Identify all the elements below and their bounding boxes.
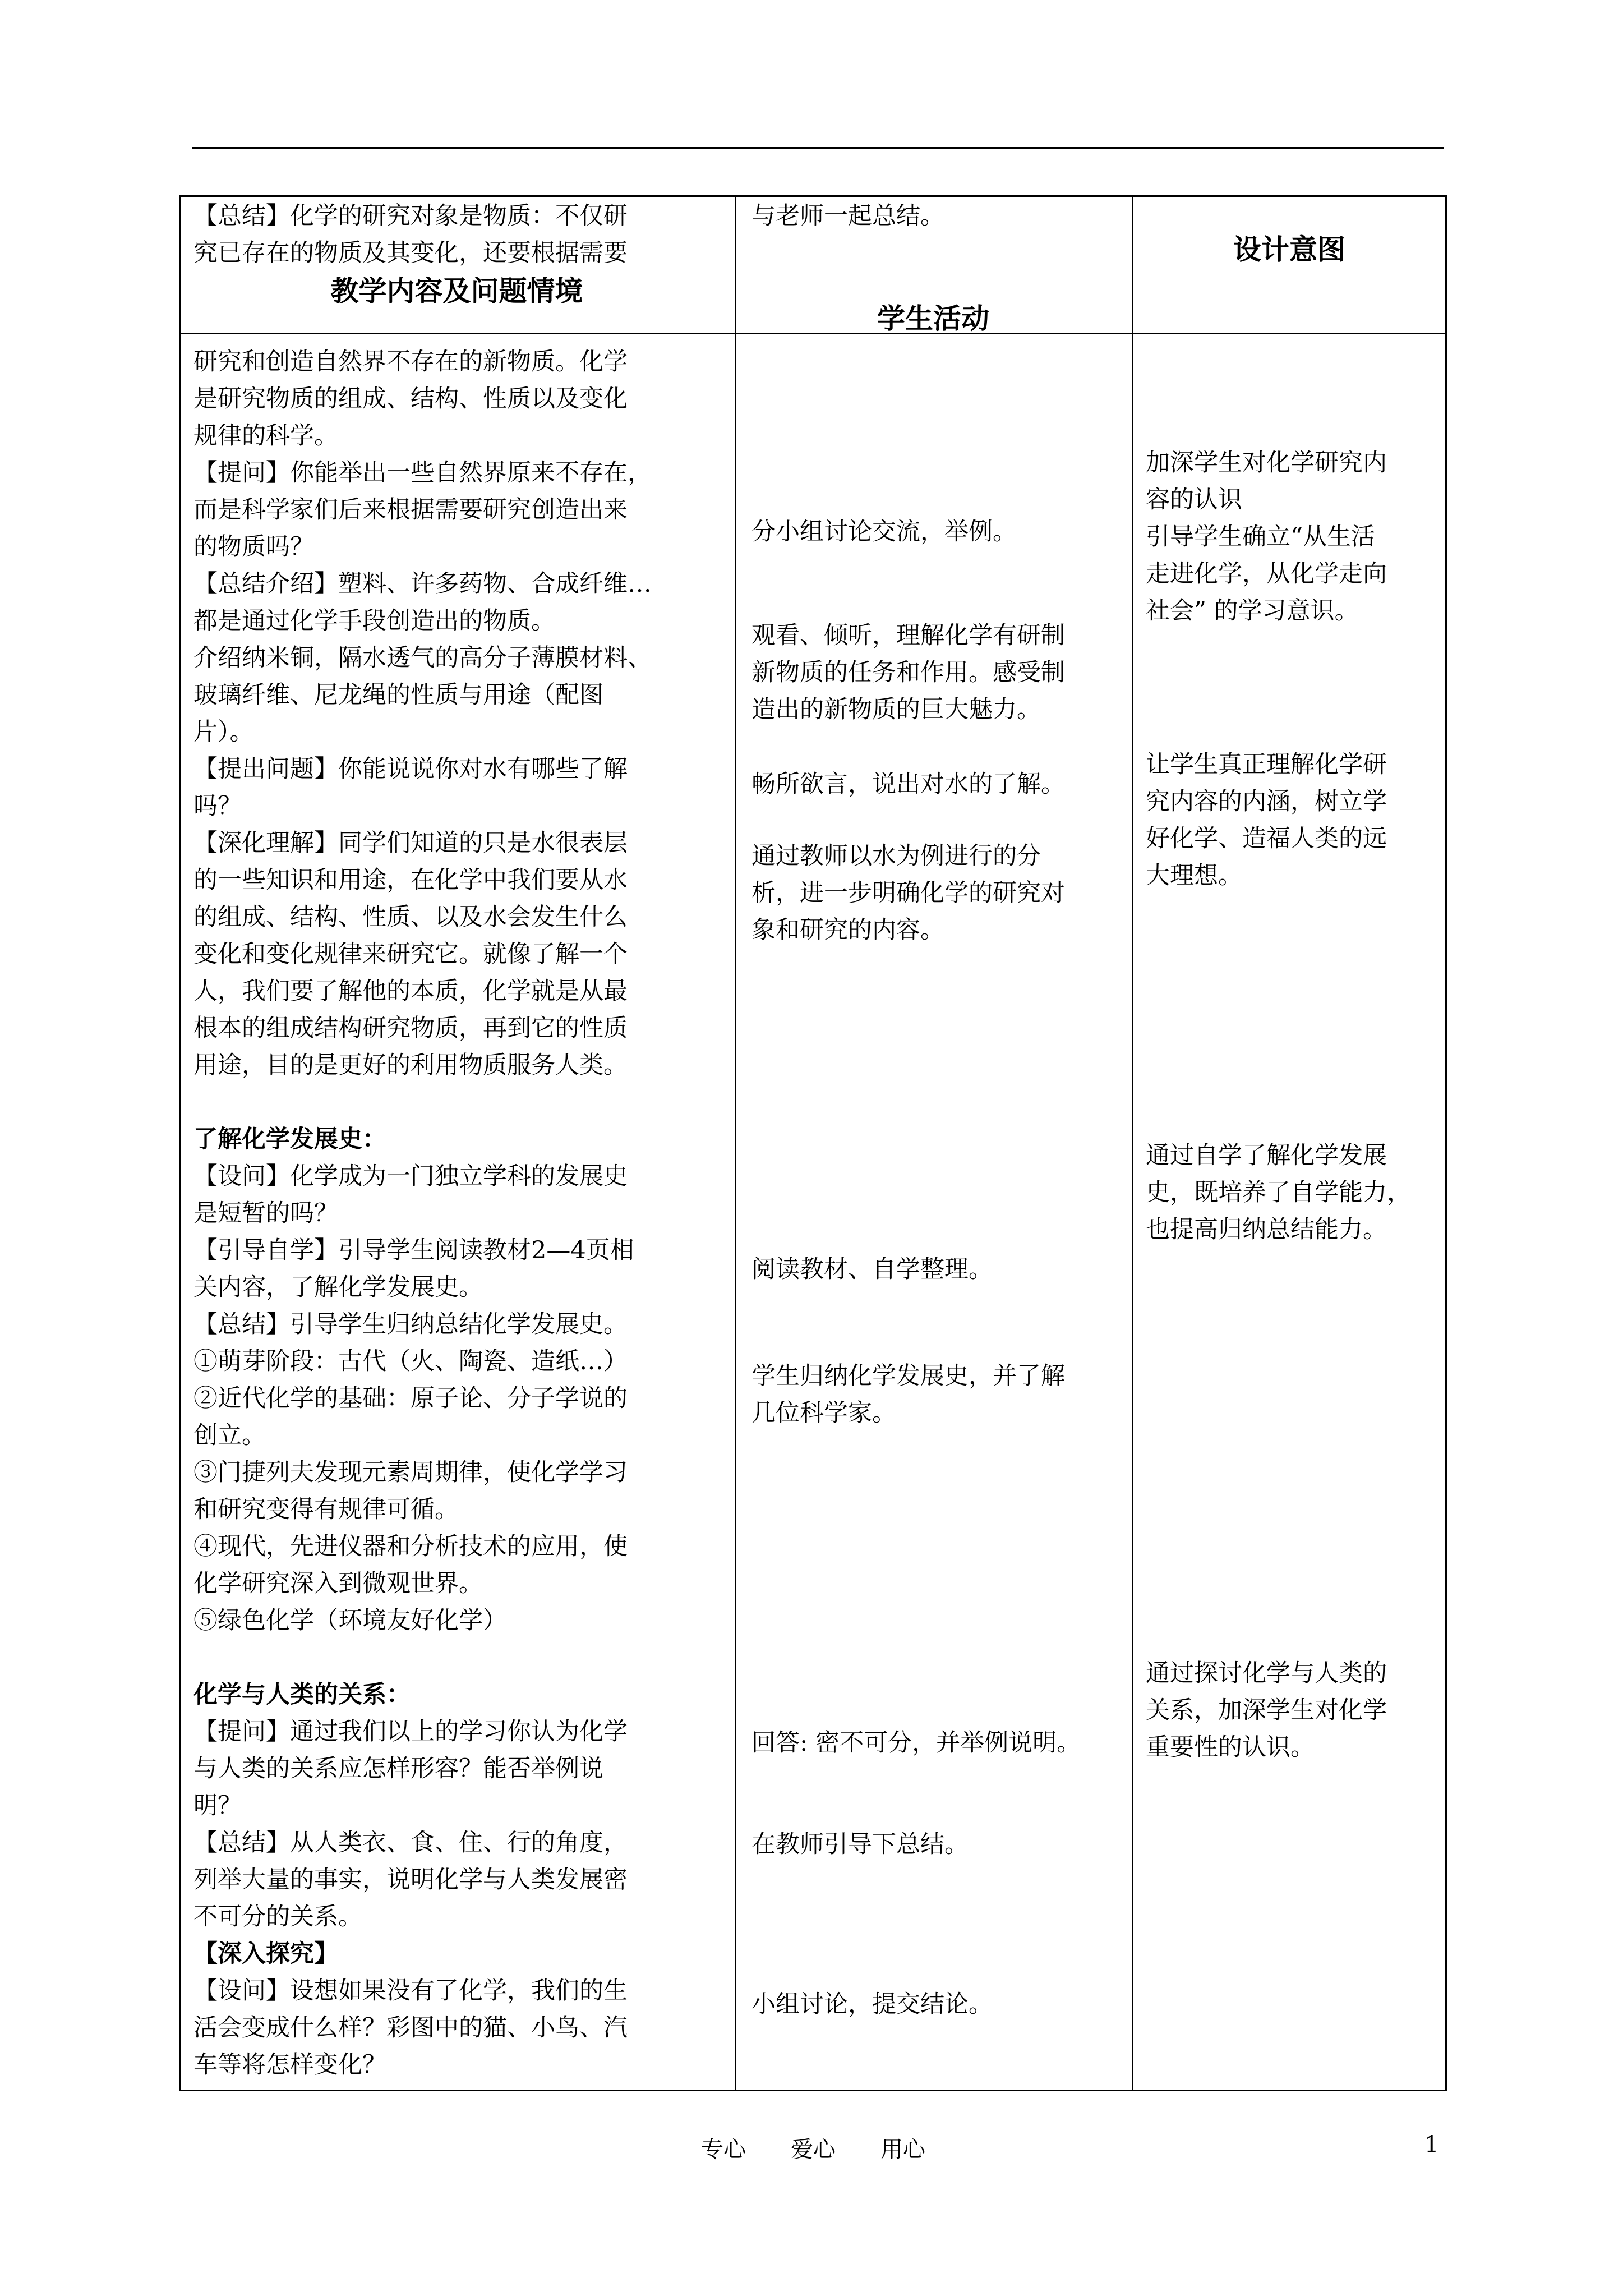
column-divider-2 <box>1132 195 1133 2091</box>
page-number: 1 <box>1424 2132 1439 2157</box>
intent-i1: 加深学生对化学研究内 容的认识 引导学生确立“从生活 走进化学，从化学走向 社会” 的学习意识。 <box>1146 449 1387 625</box>
header-row-divider <box>179 333 1447 334</box>
student-s6: 学生归纳化学发展史，并了解 几位科学家。 <box>751 1362 1065 1427</box>
section-heading-history: 了解化学发展史： <box>193 1125 386 1153</box>
section-heading-relation: 化学与人类的关系： <box>193 1681 411 1709</box>
student-s7: 回答: 密不可分，并举例说明。 <box>751 1729 1081 1757</box>
student-s8: 在教师引导下总结。 <box>751 1830 969 1858</box>
top-row-student: 与老师一起总结。 <box>751 202 944 230</box>
section-heading-explore: 【深入探究】 <box>193 1940 338 1968</box>
intent-i4: 通过探讨化学与人类的 关系，加深学生对化学 重要性的认识。 <box>1146 1659 1387 1761</box>
top-row-content: 【总结】化学的研究对象是物质：不仅研 究已存在的物质及其变化，还要根据需要 <box>193 202 628 267</box>
header-content: 教学内容及问题情境 <box>330 274 583 307</box>
student-s9: 小组讨论，提交结论。 <box>751 1990 993 2018</box>
column-divider-1 <box>735 195 736 2091</box>
student-s5: 阅读教材、自学整理。 <box>751 1255 993 1283</box>
student-s1: 分小组讨论交流，举例。 <box>751 518 1017 546</box>
student-s2: 观看、倾听，理解化学有研制 新物质的任务和作用。感受制 造出的新物质的巨大魅力。 <box>751 622 1065 724</box>
header-rule <box>192 147 1444 149</box>
footer-mottos: 专心 爱心 用心 <box>701 2137 925 2162</box>
content-column: 研究和创造自然界不存在的新物质。化学 是研究物质的组成、结构、性质以及变化 规律的科学。 【提问】你能举出一些自然界原来不存在， 而是科学家们后来根据需要研究创造出来 的物质吗？ 【总结介绍】塑料、许多药物、合成纤维… 都是通过化学手段创造出的物质。 介绍纳米铜，隔水透气的高分子薄膜材料、 玻璃纤维、尼龙绳的性质与用途（配图 片）。 【提出问题】你能说说你对水有哪些了解 吗？ 【深化理解】同学们知道的只是水很表层 的一些知识和用途，在化学中我们要从水 的组成、结构、性质、以及水会发生什么 变化和变化规律来研究它。就像了解一个 人，我们要了解他的本质，化学就是从最 根本的组成结构研究物质，再到它的性质 用途，目的是更好的利用物质服务人类。 了解化学发展史： 【设问】化学成为一门独立学科的发展史 是短暂的吗？ 【引导自学】引导学生阅读教材2—4页相 关内容，了解化学发展史。 【总结】引导学生归纳总结化学发展史。 ①萌芽阶段：古代（火、陶瓷、造纸…） ②近代化学的基础：原子论、分子学说的 创立。 ③门捷列夫发现元素周期律，使化学学习 和研究变得有规律可循。 ④现代，先进仪器和分析技术的应用，使 化学研究深入到微观世界。 ⑤绿色化学（环境友好化学） 化学与人类的关系： 【提问】通过我们以上的学习你认为化学 与人类的关系应怎样形容？能否举例说 明？ 【总结】从人类衣、食、住、行的角度， 列举大量的事实，说明化学与人类发展密 不可分的关系。 【深入探究】 【设问】设想如果没有了化学，我们的生 活会变成什么样？彩图中的猫、小鸟、汽 车等将怎样变化？ <box>193 343 733 2083</box>
intent-i3: 通过自学了解化学发展 史，既培养了自学能力， 也提高归纳总结能力。 <box>1146 1142 1411 1244</box>
header-intent: 设计意图 <box>1233 233 1345 266</box>
header-student: 学生活动 <box>877 302 989 333</box>
student-s3: 畅所欲言，说出对水的了解。 <box>751 770 1065 798</box>
student-s4: 通过教师以水为例进行的分 析，进一步明确化学的研究对 象和研究的内容。 <box>751 842 1065 944</box>
intent-i2: 让学生真正理解化学研 究内容的内涵，树立学 好化学、造福人类的远 大理想。 <box>1146 751 1387 890</box>
